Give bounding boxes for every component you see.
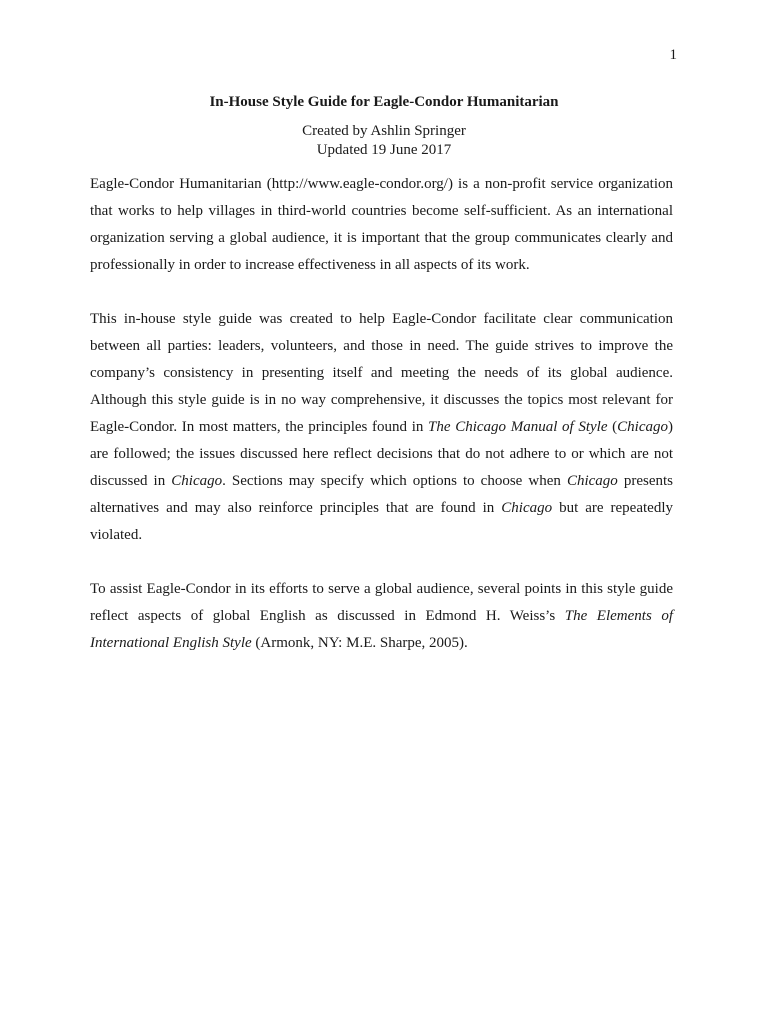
paragraph-text: presents alternatives and may also reinforce principles that are found in (90, 473, 673, 516)
date-line: Updated 19 June 2017 (316, 142, 452, 158)
paragraph-text: but are repeatedly violated. (90, 500, 673, 543)
italic-title-text: Chicago (501, 500, 553, 516)
byline (0, 122, 768, 160)
page-number: 1 (669, 47, 677, 63)
paragraph-text: ) are followed; the issues discussed here reflect decisions that do not adhere to or which are not discussed in (90, 419, 673, 489)
italic-title-text: Chicago (617, 419, 668, 435)
italic-title-text: The Chicago Manual of Style (428, 419, 608, 435)
document-body (90, 171, 673, 684)
paragraph-text: . Sections may specify which options to choose when (222, 473, 567, 489)
document-title: In-House Style Guide for Eagle-Condor Humanitarian (209, 94, 559, 110)
paragraph-text: ( (607, 419, 618, 435)
italic-title-text: Chicago (566, 473, 618, 489)
body-paragraph-3 (90, 576, 673, 657)
body-paragraph-1 (90, 171, 673, 279)
paragraph-text: Eagle-Condor Humanitarian (http://www.eagle-condor.org/) is a non-profit service organization that works to help villages in third-world countries become self-sufficient. As an international organization serving a global audience, it is important that the group communicates clearly and professionally in order to increase effectiveness in all aspects of its work. (90, 176, 673, 273)
italic-title-text: The Elements of International English Style (90, 608, 673, 651)
body-paragraph-2 (90, 306, 673, 549)
paragraph-text: (Armonk, NY: M.E. Sharpe, 2005). (251, 635, 468, 651)
paragraph-text: To assist Eagle-Condor in its efforts to serve a global audience, several points in this style guide reflect aspects of global English as discussed in Edmond H. Weiss’s (90, 581, 673, 624)
paragraph-text: This in-house style guide was created to help Eagle-Condor facilitate clear communication between all parties: leaders, volunteers, and those in need. The guide strives to improve the company’s consistency in presenting itself and meeting the needs of its global audience. Although this style guide is in no way comprehensive, it discusses the topics most relevant for Eagle-Condor. In most matters, the principles found in (90, 311, 673, 435)
italic-title-text: Chicago (171, 473, 223, 489)
author-line: Created by Ashlin Springer (302, 123, 466, 139)
